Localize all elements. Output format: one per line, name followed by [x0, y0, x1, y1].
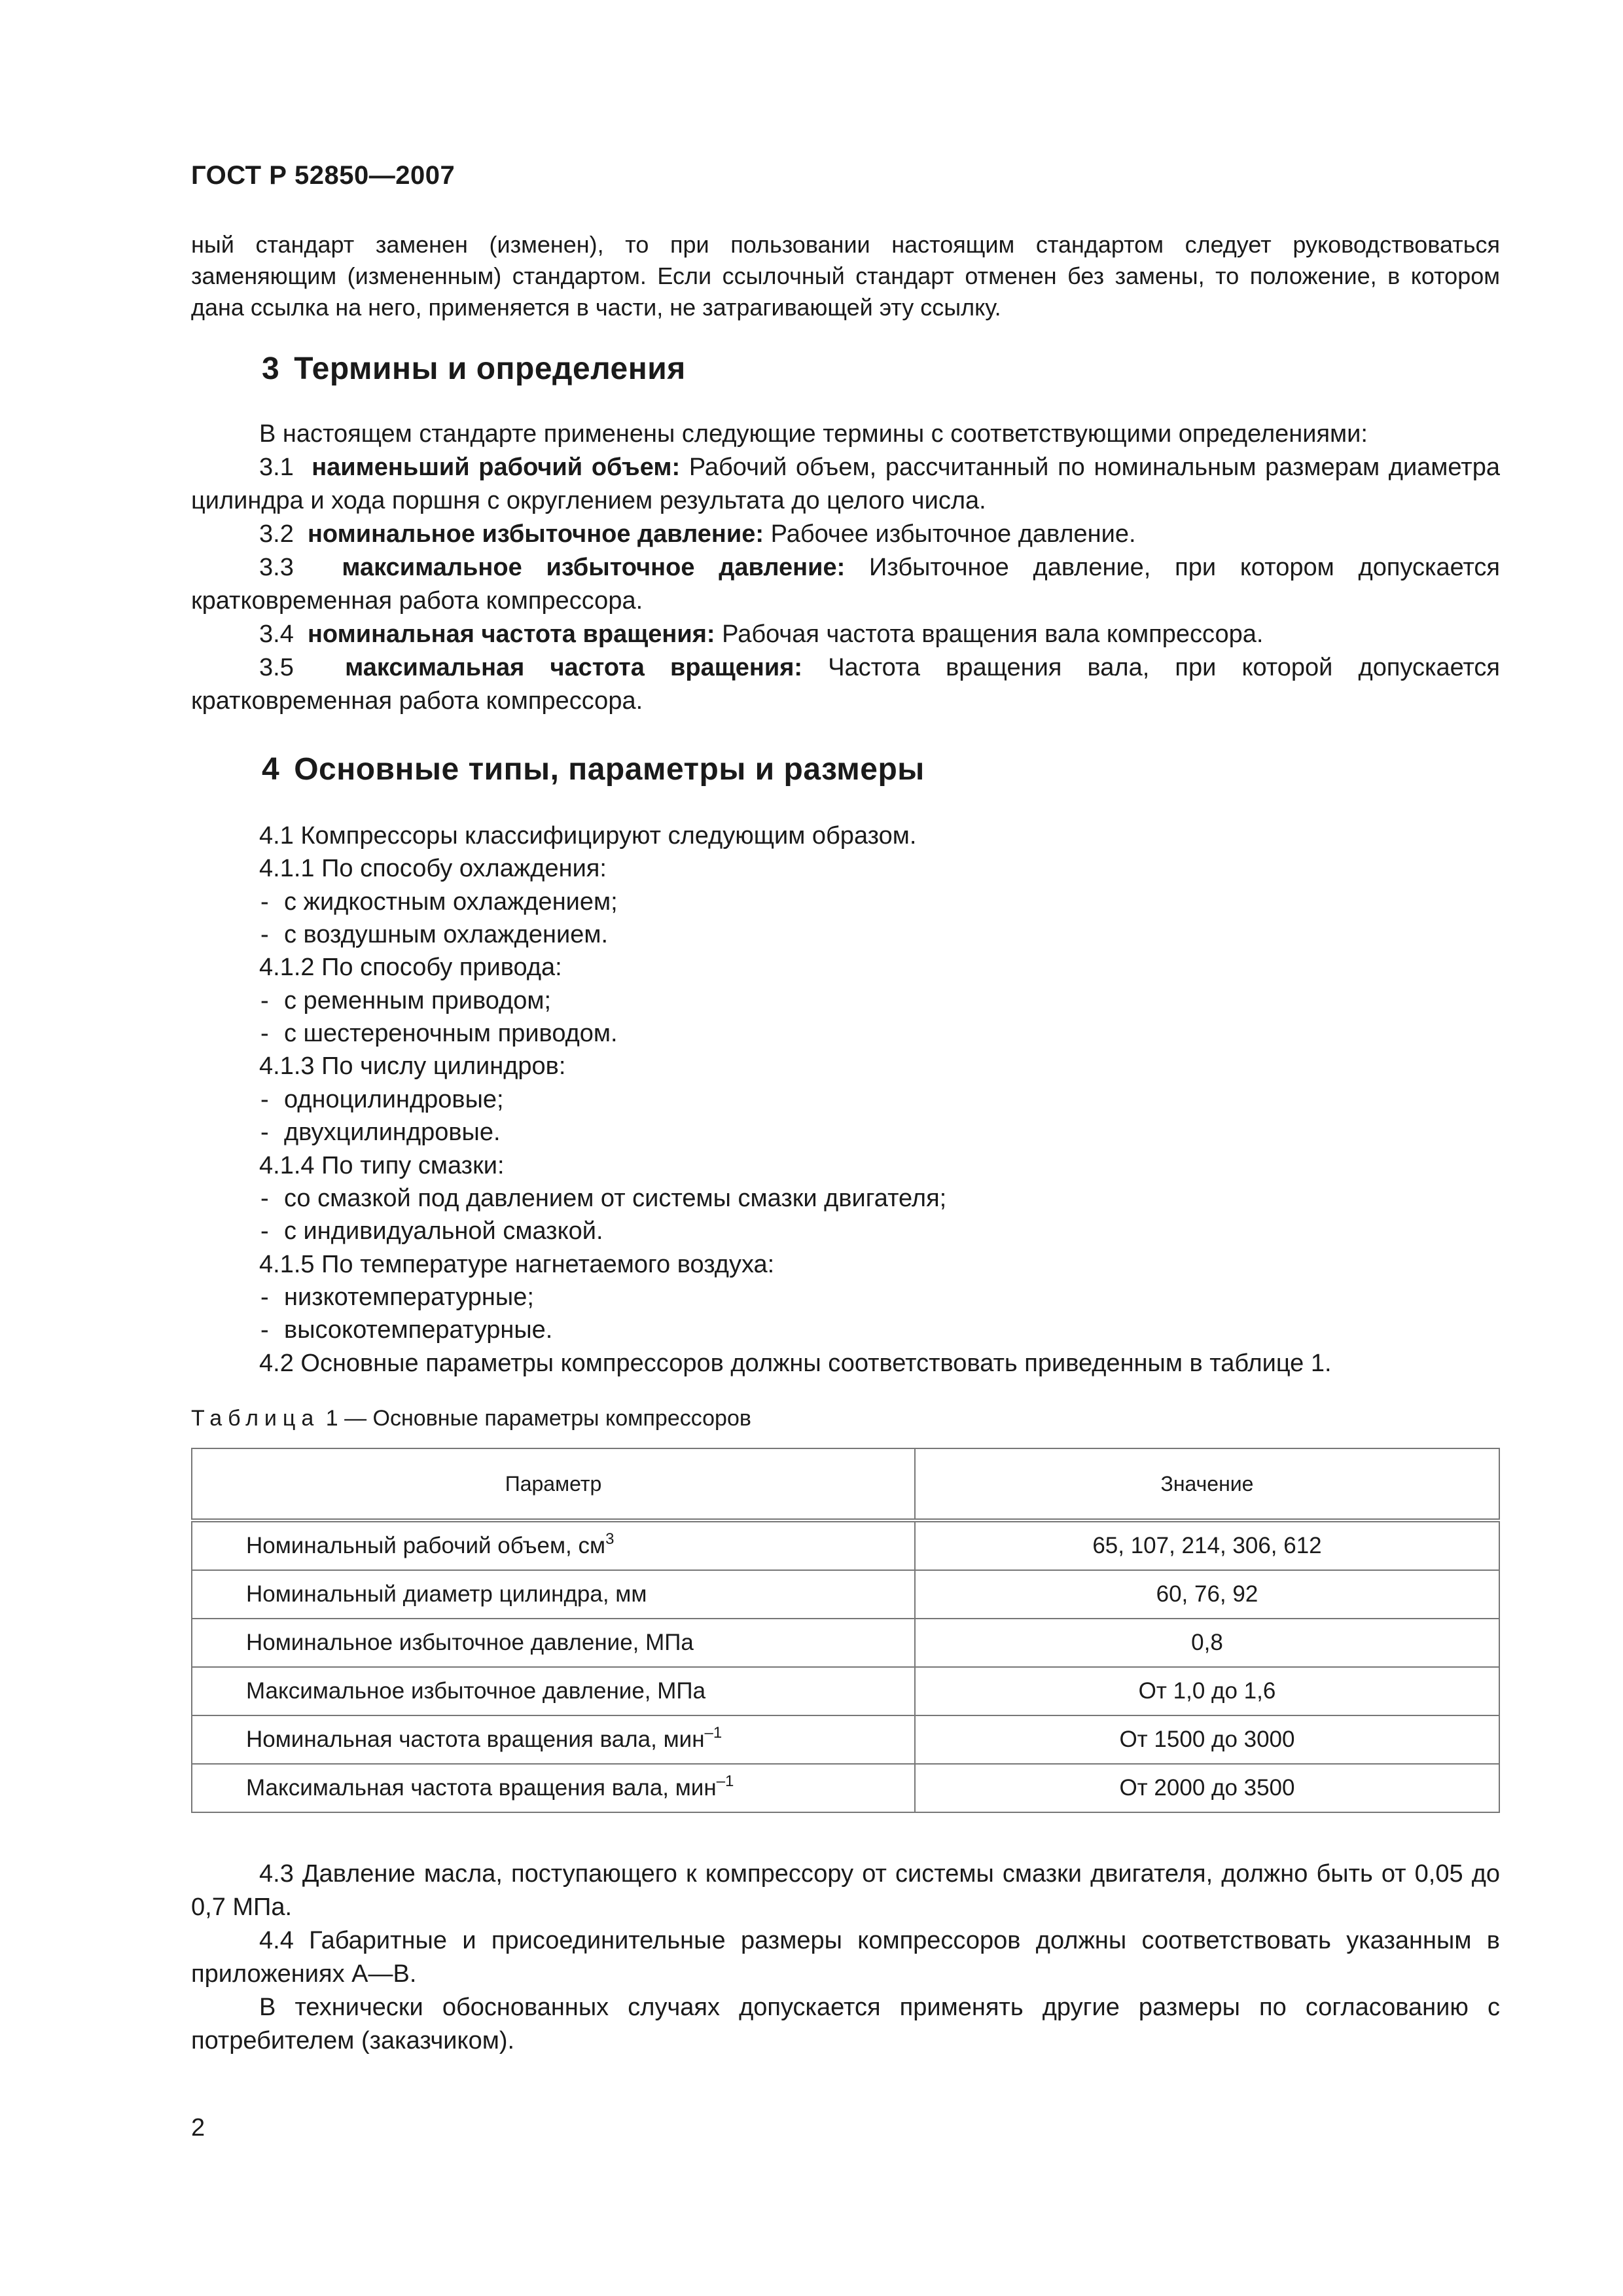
term-name: номинальная частота вращения: — [307, 620, 715, 648]
list-item-text: с шестереночным приводом. — [284, 1020, 618, 1047]
list-item — [260, 1116, 501, 1149]
dash-marker: - — [260, 1316, 269, 1344]
list-item-text: высокотемпературные. — [284, 1316, 553, 1344]
term-definition: Частота вращения вала, при которой допускается кратковременная работа компрессора. — [191, 654, 1500, 715]
parameters-table — [191, 1448, 1500, 1813]
value-cell: От 1,0 до 1,6 — [915, 1667, 1499, 1715]
dash-marker: - — [260, 1283, 269, 1311]
value-cell: 0,8 — [915, 1619, 1499, 1667]
list-item — [260, 1182, 946, 1215]
parameter-cell — [192, 1520, 915, 1570]
value-cell: От 1500 до 3000 — [915, 1715, 1499, 1764]
section-4-heading — [262, 751, 925, 787]
section-3-title: Термины и определения — [294, 351, 686, 386]
parameter-text: Номинальное избыточное давление, МПа — [246, 1630, 694, 1655]
table-row — [192, 1619, 1499, 1667]
dash-marker: - — [260, 1020, 269, 1047]
parameter-text: Номинальный рабочий объем, см — [246, 1533, 606, 1558]
section-3-lead: В настоящем стандарте применены следующие термины с соответствующими определениями: — [259, 420, 1368, 448]
term-definition: Избыточное давление, при котором допускается кратковременная работа компрессора. — [191, 554, 1500, 615]
list-item — [260, 984, 551, 1018]
parameter-text: Максимальная частота вращения вала, мин — [246, 1775, 717, 1801]
table-row — [192, 1715, 1499, 1764]
section-3-number: 3 — [262, 351, 280, 386]
clause-4-3: 4.3 Давление масла, поступающего к компрессору от системы смазки двигателя, должно быть от 0,05 до 0,7 МПа. — [191, 1860, 1500, 1921]
clause-4-1-3: 4.1.3 По числу цилиндров: — [259, 1052, 566, 1080]
list-item — [260, 1314, 552, 1347]
parameter-text: Максимальное избыточное давление, МПа — [246, 1678, 706, 1704]
parameter-text: Номинальная частота вращения вала, мин — [246, 1727, 705, 1752]
list-item-text: с ременным приводом; — [284, 987, 552, 1014]
clause-4-4-note: В технически обоснованных случаях допускается применять другие размеры по согласованию с потребителем (заказчиком). — [191, 1994, 1500, 2054]
table-row — [192, 1520, 1499, 1570]
table-row — [192, 1570, 1499, 1619]
dash-marker: - — [260, 1185, 269, 1212]
value-cell: 65, 107, 214, 306, 612 — [915, 1520, 1499, 1570]
table-1-caption — [191, 1406, 751, 1431]
list-item-text: со смазкой под давлением от системы смазки двигателя; — [284, 1185, 947, 1212]
list-item-text: с индивидуальной смазкой. — [284, 1217, 603, 1245]
dash-marker: - — [260, 1086, 269, 1113]
term-definition: Рабочее избыточное давление. — [770, 520, 1136, 548]
clause-4-1-4: 4.1.4 По типу смазки: — [259, 1152, 505, 1179]
value-cell: От 2000 до 3500 — [915, 1764, 1499, 1812]
value-cell: 60, 76, 92 — [915, 1570, 1499, 1619]
list-item — [260, 1083, 504, 1117]
table-row — [192, 1667, 1499, 1715]
parameter-text: Номинальный диаметр цилиндра, мм — [246, 1581, 647, 1607]
term-3-1 — [191, 451, 1500, 518]
list-item — [260, 918, 608, 952]
list-item-text: с жидкостным охлаждением; — [284, 888, 618, 916]
dash-marker: - — [260, 1217, 269, 1245]
list-item — [260, 1215, 603, 1248]
page-number: 2 — [191, 2114, 205, 2142]
unit-superscript: –1 — [704, 1724, 722, 1742]
term-number: 3.1 — [259, 454, 294, 481]
list-item-text: одноцилиндровые; — [284, 1086, 504, 1113]
term-number: 3.4 — [259, 620, 294, 648]
list-item-text: двухцилиндровые. — [284, 1119, 501, 1146]
list-item-text: с воздушным охлаждением. — [284, 921, 609, 948]
list-item — [260, 886, 618, 919]
clause-4-1-2: 4.1.2 По способу привода: — [259, 954, 562, 981]
unit-superscript: 3 — [605, 1530, 615, 1548]
list-item — [260, 1281, 534, 1314]
term-name: максимальное избыточное давление: — [342, 554, 846, 581]
table-row — [192, 1764, 1499, 1812]
term-name: наименьший рабочий объем: — [312, 454, 681, 481]
section-3-heading — [262, 351, 686, 387]
term-3-3 — [191, 551, 1500, 618]
term-name: максимальная частота вращения: — [345, 654, 803, 681]
parameter-cell — [192, 1764, 915, 1812]
term-name: номинальное избыточное давление: — [307, 520, 764, 548]
intro-paragraph: ный стандарт заменен (изменен), то при пользовании настоящим стандартом следует руководствоваться заменяющим (измененным) стандартом. Если ссылочный стандарт отменен без замены, то положение, в котором дана ссылка на него, применяется в части, не затрагивающей эту ссылку. — [191, 231, 1500, 321]
term-number: 3.3 — [259, 554, 294, 581]
column-header-value: Значение — [915, 1448, 1499, 1520]
standard-code-header: ГОСТ Р 52850—2007 — [191, 161, 455, 190]
parameter-cell — [192, 1715, 915, 1764]
list-item — [260, 1017, 618, 1050]
section-4-title: Основные типы, параметры и размеры — [294, 752, 925, 787]
term-definition: Рабочая частота вращения вала компрессора. — [722, 620, 1264, 648]
clause-4-2: 4.2 Основные параметры компрессоров должны соответствовать приведенным в таблице 1. — [259, 1350, 1332, 1377]
section-4-number: 4 — [262, 752, 280, 787]
term-number: 3.2 — [259, 520, 294, 548]
term-number: 3.5 — [259, 654, 294, 681]
clause-4-1: 4.1 Компрессоры классифицируют следующим образом. — [259, 822, 917, 850]
term-3-5 — [191, 651, 1500, 718]
dash-marker: - — [260, 1119, 269, 1146]
unit-superscript: –1 — [716, 1772, 734, 1790]
parameter-cell — [192, 1667, 915, 1715]
term-definition: Рабочий объем, рассчитанный по номинальным размерам диаметра цилиндра и хода поршня с округлением результата до целого числа. — [191, 454, 1500, 514]
table-caption-title: 1 — Основные параметры компрессоров — [319, 1406, 751, 1431]
dash-marker: - — [260, 888, 269, 916]
parameter-cell — [192, 1619, 915, 1667]
parameter-cell — [192, 1570, 915, 1619]
table-caption-label: Таблица — [191, 1406, 320, 1431]
dash-marker: - — [260, 921, 269, 948]
dash-marker: - — [260, 987, 269, 1014]
term-3-4 — [191, 618, 1500, 651]
clause-4-4: 4.4 Габаритные и присоединительные размеры компрессоров должны соответствовать указанным в приложениях А—В. — [191, 1927, 1500, 1988]
list-item-text: низкотемпературные; — [284, 1283, 534, 1311]
table-header-row — [192, 1448, 1499, 1520]
clause-4-1-5: 4.1.5 По температуре нагнетаемого воздуха: — [259, 1251, 775, 1278]
column-header-parameter: Параметр — [192, 1448, 915, 1520]
clause-4-1-1: 4.1.1 По способу охлаждения: — [259, 855, 607, 882]
term-3-2 — [191, 518, 1500, 551]
